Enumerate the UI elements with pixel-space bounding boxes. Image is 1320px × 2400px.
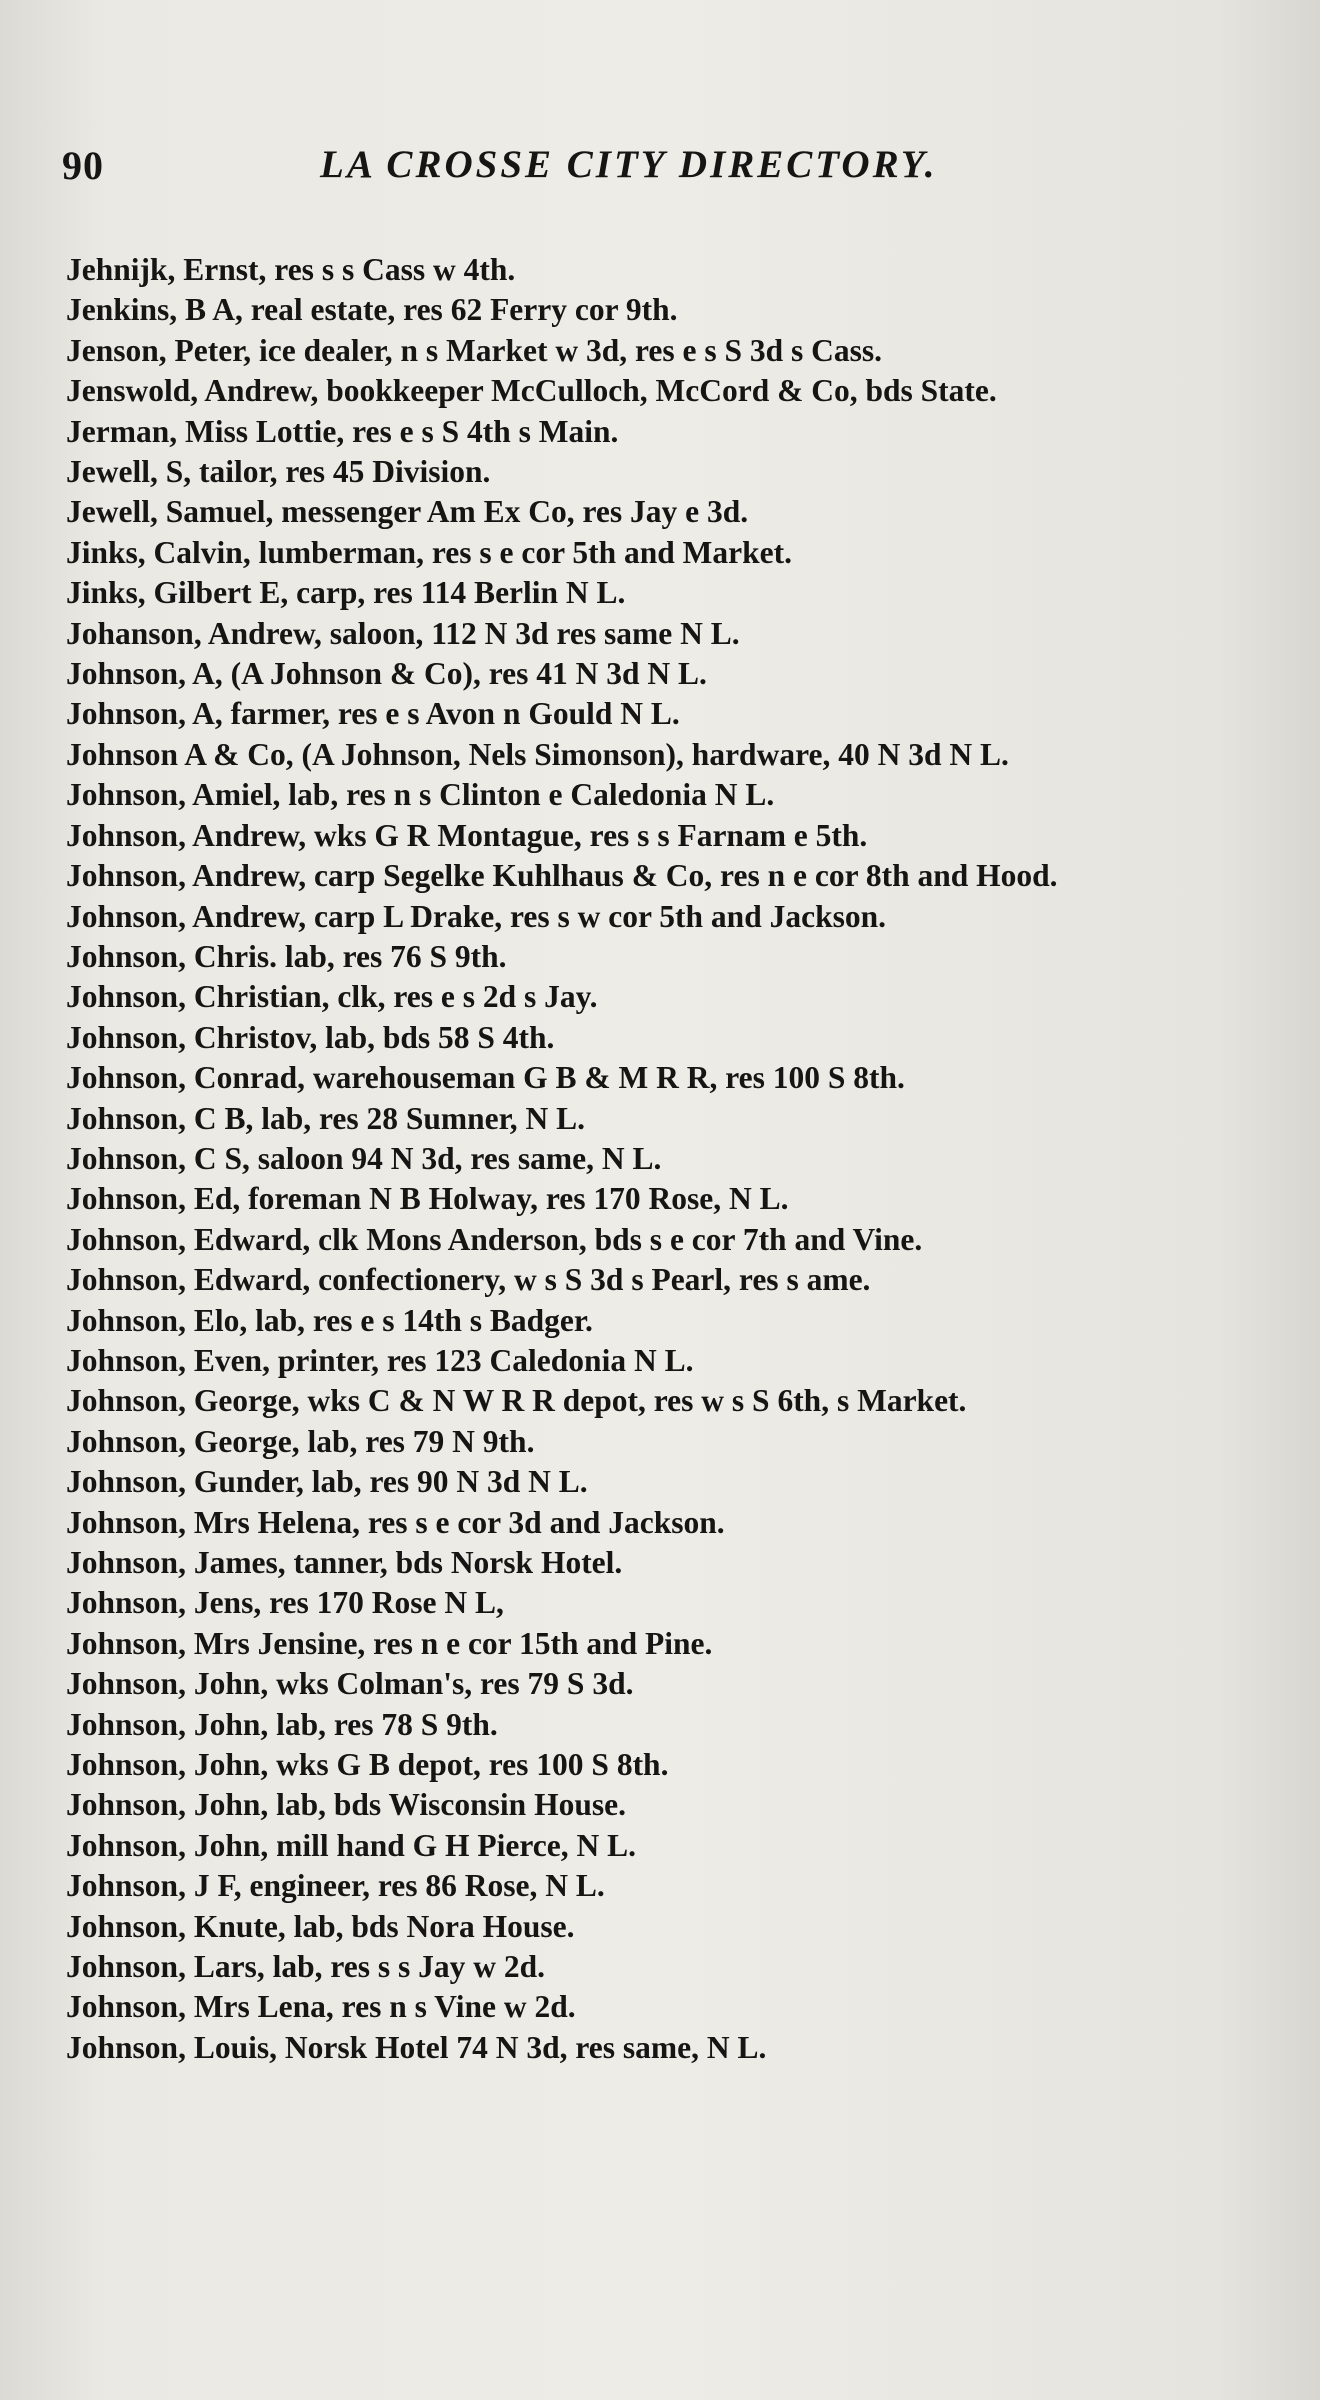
directory-entry: Johnson, Andrew, carp Segelke Kuhlhaus & Co, res n e cor 8th and Hood. — [66, 858, 1058, 894]
directory-entry: Johnson, Edward, confectionery, w s S 3d s Pearl, res s ame. — [66, 1262, 871, 1298]
running-head: LA CROSSE CITY DIRECTORY. — [320, 143, 938, 186]
directory-entry: Johnson, John, mill hand G H Pierce, N L. — [66, 1827, 637, 1863]
directory-entry: Johanson, Andrew, saloon, 112 N 3d res same N L. — [66, 615, 740, 651]
directory-entry: Johnson, Gunder, lab, res 90 N 3d N L. — [66, 1464, 588, 1500]
directory-entry: Johnson, George, lab, res 79 N 9th. — [66, 1423, 535, 1459]
directory-entry: Johnson, C S, saloon 94 N 3d, res same, N L. — [66, 1140, 662, 1176]
directory-entry: Johnson, Edward, clk Mons Anderson, bds s e cor 7th and Vine. — [66, 1221, 923, 1257]
directory-entry: Johnson, Lars, lab, res s s Jay w 2d. — [66, 1949, 546, 1985]
directory-entry: Jenson, Peter, ice dealer, n s Market w 3d, res e s S 3d s Cass. — [66, 332, 883, 368]
directory-entry: Johnson, John, wks Colman's, res 79 S 3d. — [66, 1666, 634, 1702]
directory-entry: Johnson, C B, lab, res 28 Sumner, N L. — [66, 1100, 585, 1136]
directory-entry: Johnson, Even, printer, res 123 Caledonia N L. — [66, 1342, 694, 1378]
directory-entry: Johnson, John, lab, bds Wisconsin House. — [66, 1787, 626, 1823]
directory-entry: Johnson, Louis, Norsk Hotel 74 N 3d, res same, N L. — [66, 2029, 767, 2065]
directory-entry: Johnson, Mrs Helena, res s e cor 3d and Jackson. — [66, 1504, 725, 1540]
directory-entry: Jehnijk, Ernst, res s s Cass w 4th. — [66, 252, 516, 287]
directory-entry: Johnson, Elo, lab, res e s 14th s Badger. — [66, 1302, 593, 1338]
directory-entry: Jenswold, Andrew, bookkeeper McCulloch, McCord & Co, bds State. — [66, 373, 997, 409]
directory-entry: Johnson A & Co, (A Johnson, Nels Simonson), hardware, 40 N 3d N L. — [66, 736, 1009, 772]
directory-entry: Johnson, Mrs Lena, res n s Vine w 2d. — [66, 1989, 576, 2025]
directory-entry: Jewell, S, tailor, res 45 Division. — [66, 454, 491, 490]
directory-entry: Johnson, Christov, lab, bds 58 S 4th. — [66, 1019, 555, 1055]
directory-entry: Johnson, Christian, clk, res e s 2d s Jay. — [66, 979, 598, 1015]
page-number: 90 — [62, 143, 104, 188]
directory-entry: Johnson, James, tanner, bds Norsk Hotel. — [66, 1545, 623, 1580]
directory-entry: Jinks, Calvin, lumberman, res s e cor 5th and Market. — [66, 534, 792, 570]
directory-entry: Johnson, A, (A Johnson & Co), res 41 N 3d N L. — [66, 656, 707, 692]
page-header — [62, 138, 1242, 188]
directory-entry: Johnson, Andrew, wks G R Montague, res s s Farnam e 5th. — [66, 817, 868, 853]
directory-entry: Johnson, Amiel, lab, res n s Clinton e Caledonia N L. — [66, 777, 775, 813]
directory-entry: Johnson, A, farmer, res e s Avon n Gould N L. — [66, 696, 680, 732]
directory-entry: Johnson, Ed, foreman N B Holway, res 170 Rose, N L. — [66, 1181, 789, 1217]
directory-entry: Johnson, George, wks C & N W R R depot, res w s S 6th, s Market. — [66, 1383, 967, 1419]
directory-entry: Johnson, John, lab, res 78 S 9th. — [66, 1706, 498, 1742]
directory-entry: Johnson, J F, engineer, res 86 Rose, N L. — [66, 1868, 605, 1904]
directory-entry: Jinks, Gilbert E, carp, res 114 Berlin N L. — [66, 575, 626, 611]
directory-entry: Johnson, Conrad, warehouseman G B & M R R, res 100 S 8th. — [66, 1060, 905, 1096]
directory-entry: Johnson, Chris. lab, res 76 S 9th. — [66, 938, 507, 974]
directory-entry: Johnson, John, wks G B depot, res 100 S 8th. — [66, 1747, 669, 1783]
directory-entry: Johnson, Jens, res 170 Rose N L, — [66, 1585, 504, 1621]
directory-entry: Jerman, Miss Lottie, res e s S 4th s Main. — [66, 413, 619, 449]
directory-entry: Johnson, Andrew, carp L Drake, res s w cor 5th and Jackson. — [66, 898, 886, 934]
directory-entry: Jewell, Samuel, messenger Am Ex Co, res Jay e 3d. — [66, 494, 749, 530]
directory-entries — [66, 250, 1246, 2068]
directory-entry: Jenkins, B A, real estate, res 62 Ferry cor 9th. — [66, 292, 678, 328]
directory-entry: Johnson, Mrs Jensine, res n e cor 15th and Pine. — [66, 1625, 713, 1661]
directory-entry: Johnson, Knute, lab, bds Nora House. — [66, 1908, 575, 1944]
